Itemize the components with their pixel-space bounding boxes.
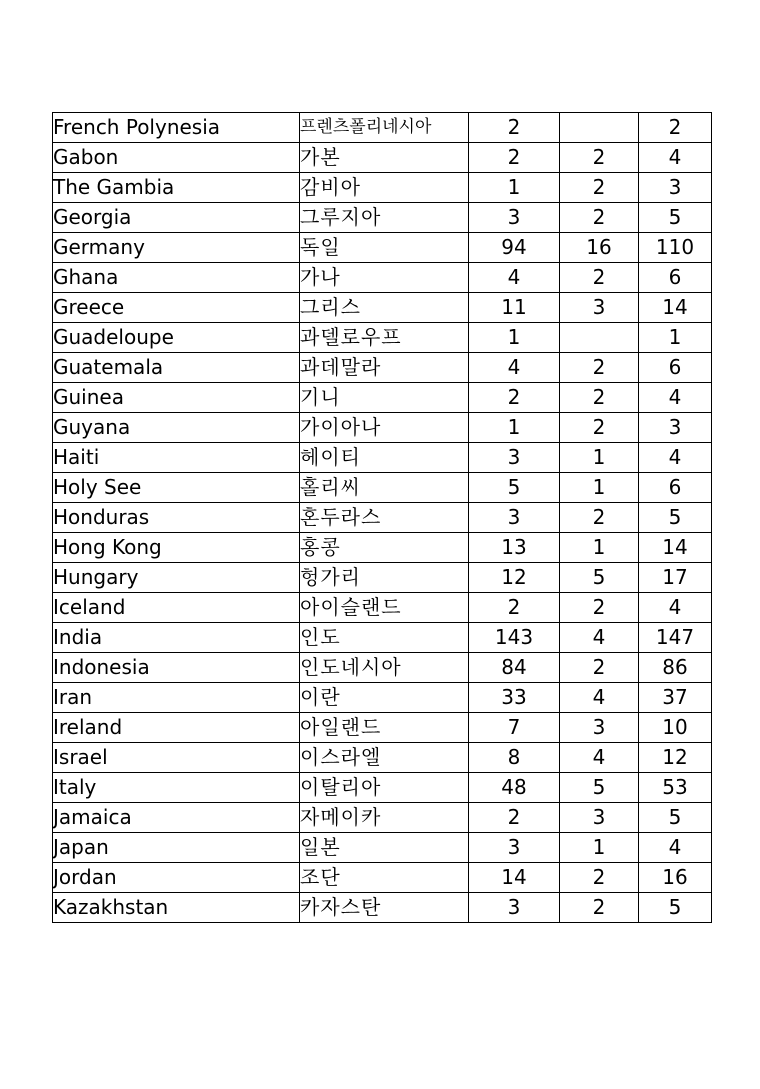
country-name-english-cell: Kazakhstan <box>53 893 300 923</box>
table-row <box>53 653 712 683</box>
country-name-english-cell: Guadeloupe <box>53 323 300 353</box>
count-a-cell: 5 <box>469 473 560 503</box>
table-body <box>53 113 712 923</box>
count-a-cell: 1 <box>469 173 560 203</box>
total-count-cell: 3 <box>639 173 712 203</box>
count-b-cell: 4 <box>560 683 639 713</box>
country-name-english-cell: Israel <box>53 743 300 773</box>
count-b-cell: 5 <box>560 773 639 803</box>
country-name-korean-cell: 과데말라 <box>300 353 469 383</box>
table-row <box>53 833 712 863</box>
table-row <box>53 713 712 743</box>
total-count-cell: 14 <box>639 533 712 563</box>
table-row <box>53 893 712 923</box>
country-name-english-cell: Jordan <box>53 863 300 893</box>
country-name-english-cell: Germany <box>53 233 300 263</box>
count-b-cell <box>560 323 639 353</box>
count-a-cell: 14 <box>469 863 560 893</box>
count-a-cell: 4 <box>469 353 560 383</box>
country-name-korean-cell: 아일랜드 <box>300 713 469 743</box>
country-name-english-cell: Haiti <box>53 443 300 473</box>
country-name-korean-cell: 기니 <box>300 383 469 413</box>
country-name-english-cell: Gabon <box>53 143 300 173</box>
country-name-english-cell: Japan <box>53 833 300 863</box>
table-row <box>53 683 712 713</box>
total-count-cell: 5 <box>639 503 712 533</box>
count-b-cell: 2 <box>560 593 639 623</box>
country-name-english-cell: Guyana <box>53 413 300 443</box>
country-name-korean-cell: 이탈리아 <box>300 773 469 803</box>
country-name-korean-cell: 인도네시아 <box>300 653 469 683</box>
total-count-cell: 4 <box>639 143 712 173</box>
table-row <box>53 533 712 563</box>
table-row <box>53 353 712 383</box>
total-count-cell: 14 <box>639 293 712 323</box>
count-a-cell: 2 <box>469 383 560 413</box>
table-row <box>53 263 712 293</box>
country-name-korean-cell: 프렌츠폴리네시아 <box>300 113 469 143</box>
table-row <box>53 443 712 473</box>
total-count-cell: 4 <box>639 593 712 623</box>
table-row <box>53 143 712 173</box>
country-name-korean-cell: 일본 <box>300 833 469 863</box>
table-row <box>53 323 712 353</box>
count-a-cell: 94 <box>469 233 560 263</box>
total-count-cell: 5 <box>639 803 712 833</box>
count-a-cell: 3 <box>469 203 560 233</box>
total-count-cell: 12 <box>639 743 712 773</box>
table-row <box>53 623 712 653</box>
count-b-cell: 2 <box>560 353 639 383</box>
total-count-cell: 6 <box>639 263 712 293</box>
count-b-cell: 2 <box>560 263 639 293</box>
count-b-cell: 2 <box>560 143 639 173</box>
table-row <box>53 563 712 593</box>
count-b-cell: 2 <box>560 863 639 893</box>
count-b-cell: 1 <box>560 473 639 503</box>
country-name-english-cell: Iceland <box>53 593 300 623</box>
table-row <box>53 113 712 143</box>
count-b-cell: 1 <box>560 833 639 863</box>
country-name-english-cell: Iran <box>53 683 300 713</box>
country-name-english-cell: Italy <box>53 773 300 803</box>
country-name-korean-cell: 홍콩 <box>300 533 469 563</box>
count-a-cell: 33 <box>469 683 560 713</box>
count-a-cell: 3 <box>469 503 560 533</box>
country-name-korean-cell: 독일 <box>300 233 469 263</box>
country-name-korean-cell: 감비아 <box>300 173 469 203</box>
country-name-english-cell: Guatemala <box>53 353 300 383</box>
table-row <box>53 233 712 263</box>
count-b-cell: 2 <box>560 383 639 413</box>
country-name-english-cell: Holy See <box>53 473 300 503</box>
count-b-cell: 4 <box>560 743 639 773</box>
total-count-cell: 4 <box>639 383 712 413</box>
total-count-cell: 6 <box>639 473 712 503</box>
count-b-cell: 1 <box>560 533 639 563</box>
total-count-cell: 1 <box>639 323 712 353</box>
country-name-korean-cell: 헝가리 <box>300 563 469 593</box>
count-b-cell: 2 <box>560 893 639 923</box>
country-name-korean-cell: 이란 <box>300 683 469 713</box>
count-a-cell: 12 <box>469 563 560 593</box>
table-row <box>53 383 712 413</box>
country-name-english-cell: Hungary <box>53 563 300 593</box>
country-name-korean-cell: 조단 <box>300 863 469 893</box>
country-name-korean-cell: 혼두라스 <box>300 503 469 533</box>
count-a-cell: 2 <box>469 113 560 143</box>
table-row <box>53 773 712 803</box>
count-a-cell: 3 <box>469 893 560 923</box>
count-a-cell: 84 <box>469 653 560 683</box>
country-name-english-cell: Indonesia <box>53 653 300 683</box>
count-b-cell: 2 <box>560 173 639 203</box>
country-name-english-cell: Jamaica <box>53 803 300 833</box>
count-a-cell: 8 <box>469 743 560 773</box>
country-table <box>52 112 712 923</box>
total-count-cell: 3 <box>639 413 712 443</box>
count-a-cell: 11 <box>469 293 560 323</box>
table-row <box>53 293 712 323</box>
country-name-english-cell: The Gambia <box>53 173 300 203</box>
count-b-cell: 2 <box>560 653 639 683</box>
country-name-korean-cell: 헤이티 <box>300 443 469 473</box>
total-count-cell: 86 <box>639 653 712 683</box>
count-b-cell: 2 <box>560 203 639 233</box>
country-name-korean-cell: 과델로우프 <box>300 323 469 353</box>
country-name-english-cell: Ireland <box>53 713 300 743</box>
total-count-cell: 4 <box>639 833 712 863</box>
count-b-cell: 3 <box>560 803 639 833</box>
country-name-korean-cell: 가나 <box>300 263 469 293</box>
table-row <box>53 473 712 503</box>
table-row <box>53 743 712 773</box>
count-a-cell: 2 <box>469 803 560 833</box>
country-name-english-cell: Ghana <box>53 263 300 293</box>
country-name-korean-cell: 가이아나 <box>300 413 469 443</box>
count-a-cell: 3 <box>469 443 560 473</box>
total-count-cell: 147 <box>639 623 712 653</box>
total-count-cell: 5 <box>639 893 712 923</box>
count-a-cell: 143 <box>469 623 560 653</box>
table-row <box>53 503 712 533</box>
count-a-cell: 48 <box>469 773 560 803</box>
count-b-cell: 2 <box>560 503 639 533</box>
count-a-cell: 7 <box>469 713 560 743</box>
table-row <box>53 863 712 893</box>
country-name-english-cell: Guinea <box>53 383 300 413</box>
country-name-english-cell: Georgia <box>53 203 300 233</box>
table-row <box>53 803 712 833</box>
total-count-cell: 17 <box>639 563 712 593</box>
total-count-cell: 110 <box>639 233 712 263</box>
table-row <box>53 413 712 443</box>
country-name-korean-cell: 그루지아 <box>300 203 469 233</box>
country-name-english-cell: Greece <box>53 293 300 323</box>
count-b-cell: 3 <box>560 293 639 323</box>
count-a-cell: 2 <box>469 143 560 173</box>
count-b-cell: 4 <box>560 623 639 653</box>
country-name-korean-cell: 자메이카 <box>300 803 469 833</box>
count-a-cell: 1 <box>469 323 560 353</box>
country-name-korean-cell: 아이슬랜드 <box>300 593 469 623</box>
country-name-english-cell: Honduras <box>53 503 300 533</box>
count-b-cell: 16 <box>560 233 639 263</box>
country-name-korean-cell: 카자스탄 <box>300 893 469 923</box>
count-b-cell: 3 <box>560 713 639 743</box>
count-a-cell: 4 <box>469 263 560 293</box>
total-count-cell: 37 <box>639 683 712 713</box>
total-count-cell: 53 <box>639 773 712 803</box>
count-b-cell: 2 <box>560 413 639 443</box>
count-b-cell: 5 <box>560 563 639 593</box>
table-row <box>53 593 712 623</box>
country-name-korean-cell: 인도 <box>300 623 469 653</box>
table-row <box>53 203 712 233</box>
total-count-cell: 16 <box>639 863 712 893</box>
country-name-english-cell: French Polynesia <box>53 113 300 143</box>
table-row <box>53 173 712 203</box>
count-b-cell: 1 <box>560 443 639 473</box>
count-a-cell: 13 <box>469 533 560 563</box>
country-name-korean-cell: 가본 <box>300 143 469 173</box>
country-name-korean-cell: 이스라엘 <box>300 743 469 773</box>
count-a-cell: 3 <box>469 833 560 863</box>
count-a-cell: 1 <box>469 413 560 443</box>
total-count-cell: 5 <box>639 203 712 233</box>
country-name-english-cell: India <box>53 623 300 653</box>
country-name-korean-cell: 그리스 <box>300 293 469 323</box>
country-name-english-cell: Hong Kong <box>53 533 300 563</box>
count-b-cell <box>560 113 639 143</box>
total-count-cell: 4 <box>639 443 712 473</box>
count-a-cell: 2 <box>469 593 560 623</box>
total-count-cell: 6 <box>639 353 712 383</box>
country-name-korean-cell: 홀리씨 <box>300 473 469 503</box>
total-count-cell: 10 <box>639 713 712 743</box>
total-count-cell: 2 <box>639 113 712 143</box>
